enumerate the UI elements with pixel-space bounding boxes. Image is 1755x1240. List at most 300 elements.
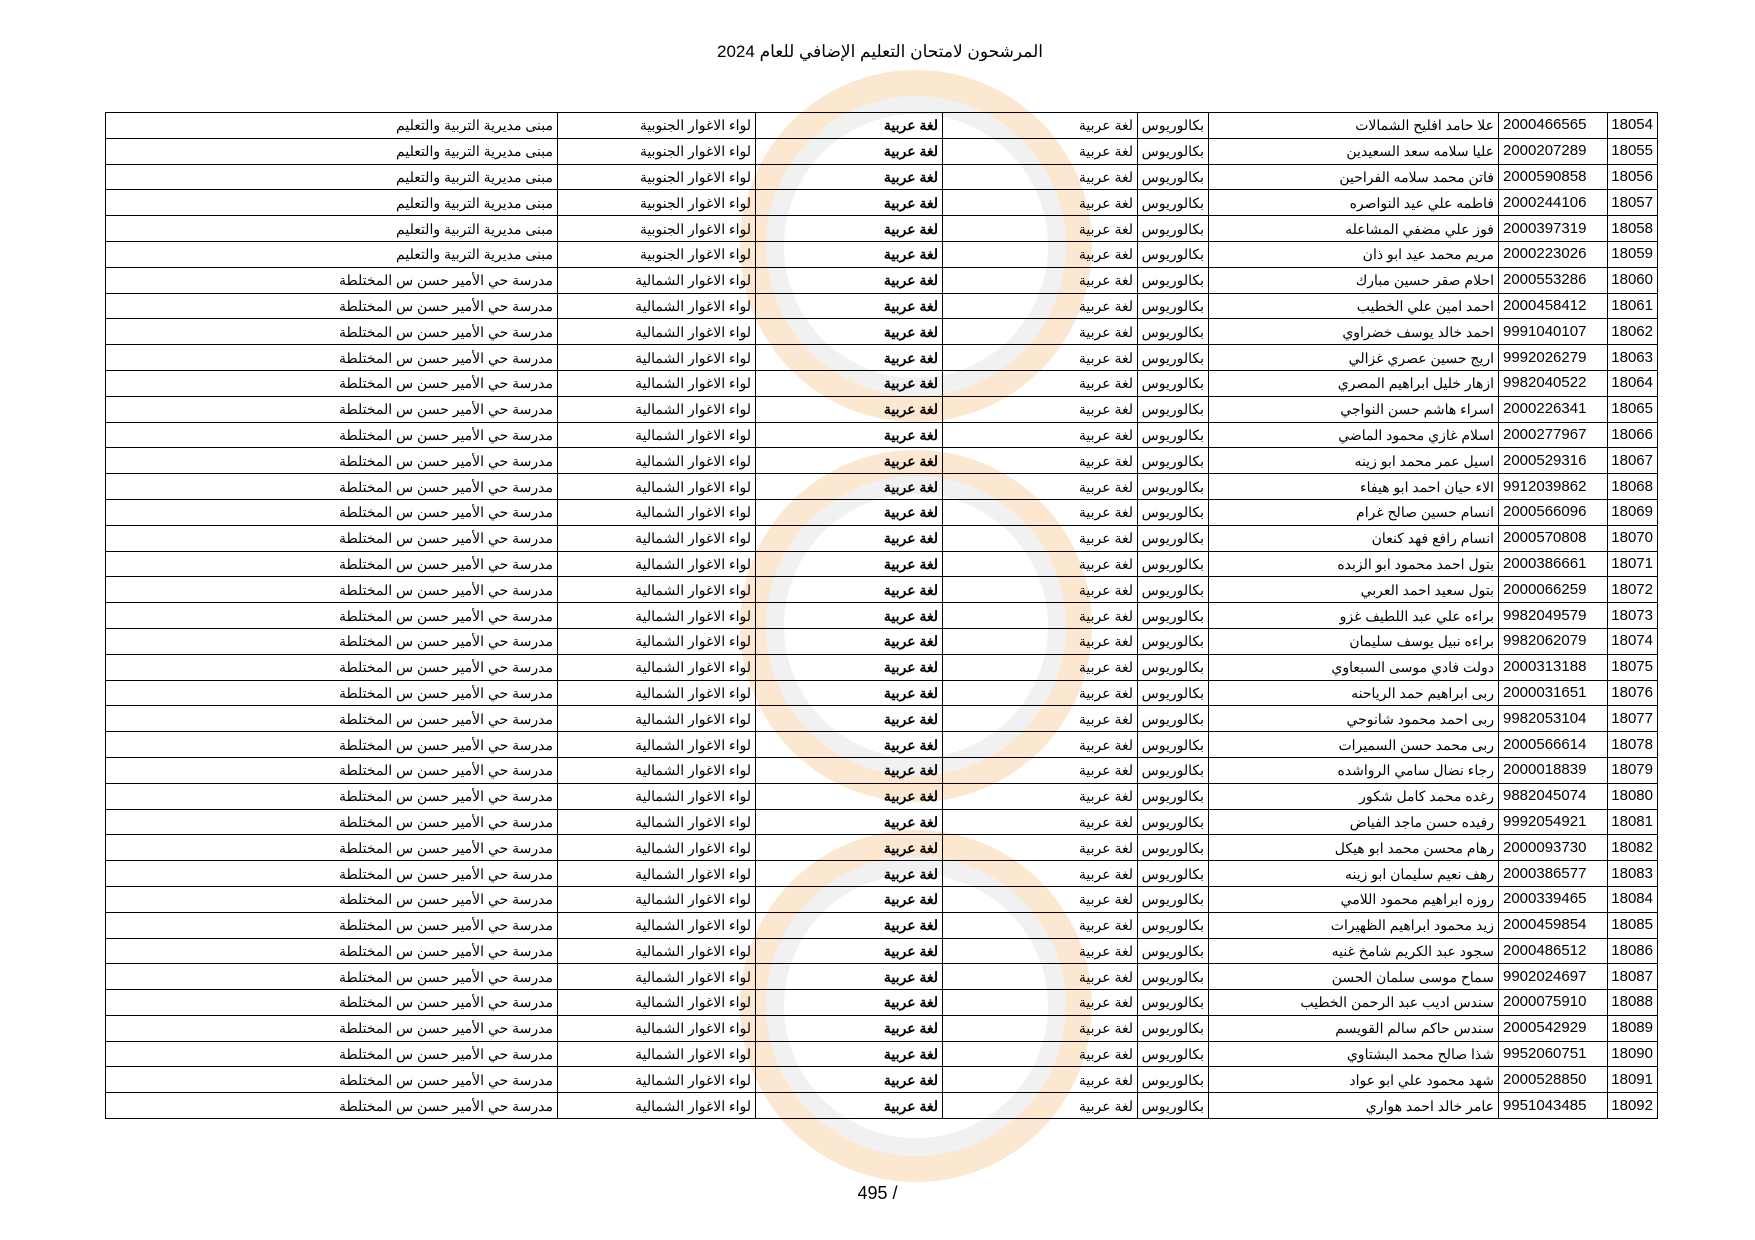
cell-national-id: 9882045074 (1499, 783, 1608, 809)
cell-national-id: 2000459854 (1499, 912, 1608, 938)
cell-district: لواء الاغوار الشمالية (558, 654, 756, 680)
cell-degree: بكالوريوس (1138, 964, 1209, 990)
cell-subject: لغة عربية (756, 241, 943, 267)
cell-subject: لغة عربية (756, 783, 943, 809)
cell-national-id: 9992054921 (1499, 809, 1608, 835)
cell-center: مدرسة حي الأمير حسن س المختلطة (106, 603, 558, 629)
table-row (106, 1015, 1658, 1041)
cell-specialization: لغة عربية (943, 809, 1138, 835)
cell-district: لواء الاغوار الشمالية (558, 680, 756, 706)
table-row (106, 345, 1658, 371)
table-row (106, 732, 1658, 758)
cell-subject: لغة عربية (756, 732, 943, 758)
cell-center: مدرسة حي الأمير حسن س المختلطة (106, 1015, 558, 1041)
table-row (106, 164, 1658, 190)
cell-degree: بكالوريوس (1138, 654, 1209, 680)
cell-seq: 18070 (1608, 525, 1658, 551)
cell-seq: 18066 (1608, 422, 1658, 448)
cell-specialization: لغة عربية (943, 835, 1138, 861)
cell-name: شهد محمود علي ابو عواد (1209, 1067, 1499, 1093)
table-row (106, 1041, 1658, 1067)
cell-name: رغده محمد كامل شكور (1209, 783, 1499, 809)
table-row (106, 293, 1658, 319)
cell-degree: بكالوريوس (1138, 886, 1209, 912)
cell-specialization: لغة عربية (943, 448, 1138, 474)
cell-specialization: لغة عربية (943, 216, 1138, 242)
cell-specialization: لغة عربية (943, 1093, 1138, 1119)
cell-name: عليا سلامه سعد السعيدين (1209, 138, 1499, 164)
cell-national-id: 2000397319 (1499, 216, 1608, 242)
cell-national-id: 2000590858 (1499, 164, 1608, 190)
cell-national-id: 2000207289 (1499, 138, 1608, 164)
cell-degree: بكالوريوس (1138, 319, 1209, 345)
cell-national-id: 2000528850 (1499, 1067, 1608, 1093)
cell-seq: 18085 (1608, 912, 1658, 938)
cell-name: علا حامد افليح الشمالات (1209, 113, 1499, 139)
cell-name: فاتن محمد سلامه الفراحين (1209, 164, 1499, 190)
cell-degree: بكالوريوس (1138, 448, 1209, 474)
cell-center: مدرسة حي الأمير حسن س المختلطة (106, 474, 558, 500)
cell-specialization: لغة عربية (943, 267, 1138, 293)
cell-center: مدرسة حي الأمير حسن س المختلطة (106, 1067, 558, 1093)
cell-specialization: لغة عربية (943, 938, 1138, 964)
cell-seq: 18069 (1608, 499, 1658, 525)
table-row (106, 886, 1658, 912)
table-row (106, 551, 1658, 577)
cell-national-id: 2000075910 (1499, 990, 1608, 1016)
cell-national-id: 9982049579 (1499, 603, 1608, 629)
cell-degree: بكالوريوس (1138, 757, 1209, 783)
cell-specialization: لغة عربية (943, 241, 1138, 267)
cell-degree: بكالوريوس (1138, 293, 1209, 319)
cell-center: مدرسة حي الأمير حسن س المختلطة (106, 732, 558, 758)
table-row (106, 241, 1658, 267)
cell-seq: 18055 (1608, 138, 1658, 164)
cell-center: مبنى مديرية التربية والتعليم (106, 138, 558, 164)
cell-national-id: 2000553286 (1499, 267, 1608, 293)
candidates-table (105, 112, 1658, 1119)
cell-subject: لغة عربية (756, 525, 943, 551)
cell-district: لواء الاغوار الجنوبية (558, 241, 756, 267)
cell-name: بتول احمد محمود ابو الزبده (1209, 551, 1499, 577)
cell-center: مبنى مديرية التربية والتعليم (106, 113, 558, 139)
cell-district: لواء الاغوار الشمالية (558, 319, 756, 345)
cell-degree: بكالوريوس (1138, 809, 1209, 835)
cell-name: الاء حيان احمد ابو هيفاء (1209, 474, 1499, 500)
cell-center: مدرسة حي الأمير حسن س المختلطة (106, 422, 558, 448)
cell-district: لواء الاغوار الشمالية (558, 912, 756, 938)
cell-center: مدرسة حي الأمير حسن س المختلطة (106, 783, 558, 809)
cell-national-id: 9992026279 (1499, 345, 1608, 371)
cell-center: مبنى مديرية التربية والتعليم (106, 164, 558, 190)
cell-subject: لغة عربية (756, 499, 943, 525)
cell-subject: لغة عربية (756, 551, 943, 577)
cell-national-id: 9952060751 (1499, 1041, 1608, 1067)
cell-district: لواء الاغوار الشمالية (558, 886, 756, 912)
cell-seq: 18059 (1608, 241, 1658, 267)
table-row (106, 861, 1658, 887)
cell-specialization: لغة عربية (943, 603, 1138, 629)
cell-seq: 18081 (1608, 809, 1658, 835)
cell-district: لواء الاغوار الشمالية (558, 1041, 756, 1067)
cell-specialization: لغة عربية (943, 345, 1138, 371)
cell-seq: 18086 (1608, 938, 1658, 964)
cell-national-id: 2000226341 (1499, 396, 1608, 422)
cell-national-id: 2000566096 (1499, 499, 1608, 525)
cell-center: مدرسة حي الأمير حسن س المختلطة (106, 319, 558, 345)
cell-center: مدرسة حي الأمير حسن س المختلطة (106, 551, 558, 577)
cell-name: شذا صالح محمد البشتاوي (1209, 1041, 1499, 1067)
cell-subject: لغة عربية (756, 912, 943, 938)
cell-national-id: 2000386577 (1499, 861, 1608, 887)
cell-seq: 18083 (1608, 861, 1658, 887)
table-row (106, 267, 1658, 293)
cell-seq: 18073 (1608, 603, 1658, 629)
cell-degree: بكالوريوس (1138, 345, 1209, 371)
cell-name: احمد خالد يوسف خضراوي (1209, 319, 1499, 345)
cell-degree: بكالوريوس (1138, 835, 1209, 861)
cell-district: لواء الاغوار الشمالية (558, 577, 756, 603)
cell-name: عامر خالد احمد هواري (1209, 1093, 1499, 1119)
cell-district: لواء الاغوار الشمالية (558, 732, 756, 758)
cell-degree: بكالوريوس (1138, 628, 1209, 654)
table-row (106, 319, 1658, 345)
cell-name: ربى احمد محمود شانوحي (1209, 706, 1499, 732)
cell-subject: لغة عربية (756, 448, 943, 474)
cell-name: فاطمه علي عيد النواصره (1209, 190, 1499, 216)
table-row (106, 990, 1658, 1016)
table-row (106, 654, 1658, 680)
cell-seq: 18062 (1608, 319, 1658, 345)
cell-seq: 18088 (1608, 990, 1658, 1016)
cell-degree: بكالوريوس (1138, 551, 1209, 577)
cell-degree: بكالوريوس (1138, 138, 1209, 164)
cell-center: مدرسة حي الأمير حسن س المختلطة (106, 448, 558, 474)
table-row (106, 448, 1658, 474)
cell-name: ازهار خليل ابراهيم المصري (1209, 370, 1499, 396)
cell-national-id: 2000018839 (1499, 757, 1608, 783)
cell-subject: لغة عربية (756, 706, 943, 732)
cell-district: لواء الاغوار الجنوبية (558, 138, 756, 164)
cell-seq: 18054 (1608, 113, 1658, 139)
cell-seq: 18074 (1608, 628, 1658, 654)
cell-degree: بكالوريوس (1138, 783, 1209, 809)
cell-name: اسلام غازي محمود الماضي (1209, 422, 1499, 448)
cell-center: مدرسة حي الأمير حسن س المختلطة (106, 654, 558, 680)
cell-degree: بكالوريوس (1138, 861, 1209, 887)
cell-subject: لغة عربية (756, 577, 943, 603)
cell-specialization: لغة عربية (943, 886, 1138, 912)
cell-degree: بكالوريوس (1138, 396, 1209, 422)
cell-specialization: لغة عربية (943, 164, 1138, 190)
cell-subject: لغة عربية (756, 680, 943, 706)
cell-center: مدرسة حي الأمير حسن س المختلطة (106, 757, 558, 783)
cell-seq: 18056 (1608, 164, 1658, 190)
cell-national-id: 2000486512 (1499, 938, 1608, 964)
cell-center: مدرسة حي الأمير حسن س المختلطة (106, 680, 558, 706)
cell-specialization: لغة عربية (943, 396, 1138, 422)
cell-name: روزه ابراهيم محمود اللامي (1209, 886, 1499, 912)
cell-seq: 18079 (1608, 757, 1658, 783)
table-row (106, 396, 1658, 422)
cell-degree: بكالوريوس (1138, 1041, 1209, 1067)
cell-specialization: لغة عربية (943, 525, 1138, 551)
cell-specialization: لغة عربية (943, 783, 1138, 809)
table-row (106, 113, 1658, 139)
cell-national-id: 2000066259 (1499, 577, 1608, 603)
cell-national-id: 2000386661 (1499, 551, 1608, 577)
cell-district: لواء الاغوار الجنوبية (558, 216, 756, 242)
cell-name: اسيل عمر محمد ابو زينه (1209, 448, 1499, 474)
cell-degree: بكالوريوس (1138, 267, 1209, 293)
table-row (106, 809, 1658, 835)
cell-specialization: لغة عربية (943, 551, 1138, 577)
cell-subject: لغة عربية (756, 113, 943, 139)
cell-degree: بكالوريوس (1138, 938, 1209, 964)
cell-degree: بكالوريوس (1138, 499, 1209, 525)
cell-degree: بكالوريوس (1138, 190, 1209, 216)
table-row (106, 138, 1658, 164)
cell-center: مدرسة حي الأمير حسن س المختلطة (106, 809, 558, 835)
cell-seq: 18078 (1608, 732, 1658, 758)
cell-specialization: لغة عربية (943, 990, 1138, 1016)
cell-seq: 18064 (1608, 370, 1658, 396)
cell-district: لواء الاغوار الشمالية (558, 1015, 756, 1041)
cell-center: مدرسة حي الأمير حسن س المختلطة (106, 938, 558, 964)
cell-specialization: لغة عربية (943, 964, 1138, 990)
cell-center: مدرسة حي الأمير حسن س المختلطة (106, 293, 558, 319)
cell-national-id: 2000529316 (1499, 448, 1608, 474)
cell-subject: لغة عربية (756, 1041, 943, 1067)
cell-center: مدرسة حي الأمير حسن س المختلطة (106, 1093, 558, 1119)
cell-specialization: لغة عربية (943, 628, 1138, 654)
cell-name: دولت فادي موسى السبعاوي (1209, 654, 1499, 680)
cell-name: سجود عبد الكريم شامخ غنيه (1209, 938, 1499, 964)
cell-seq: 18061 (1608, 293, 1658, 319)
cell-seq: 18092 (1608, 1093, 1658, 1119)
cell-national-id: 2000570808 (1499, 525, 1608, 551)
cell-degree: بكالوريوس (1138, 113, 1209, 139)
cell-seq: 18065 (1608, 396, 1658, 422)
cell-district: لواء الاغوار الشمالية (558, 345, 756, 371)
cell-seq: 18063 (1608, 345, 1658, 371)
cell-seq: 18082 (1608, 835, 1658, 861)
cell-subject: لغة عربية (756, 474, 943, 500)
cell-district: لواء الاغوار الجنوبية (558, 190, 756, 216)
cell-district: لواء الاغوار الشمالية (558, 628, 756, 654)
cell-center: مدرسة حي الأمير حسن س المختلطة (106, 499, 558, 525)
cell-district: لواء الاغوار الشمالية (558, 293, 756, 319)
cell-center: مبنى مديرية التربية والتعليم (106, 241, 558, 267)
cell-national-id: 2000031651 (1499, 680, 1608, 706)
cell-degree: بكالوريوس (1138, 577, 1209, 603)
cell-district: لواء الاغوار الشمالية (558, 525, 756, 551)
cell-subject: لغة عربية (756, 835, 943, 861)
cell-subject: لغة عربية (756, 886, 943, 912)
cell-center: مدرسة حي الأمير حسن س المختلطة (106, 628, 558, 654)
cell-district: لواء الاغوار الشمالية (558, 835, 756, 861)
cell-center: مدرسة حي الأمير حسن س المختلطة (106, 525, 558, 551)
cell-subject: لغة عربية (756, 1015, 943, 1041)
table-row (106, 370, 1658, 396)
cell-subject: لغة عربية (756, 164, 943, 190)
cell-national-id: 9991040107 (1499, 319, 1608, 345)
cell-subject: لغة عربية (756, 138, 943, 164)
cell-name: ربى محمد حسن السميرات (1209, 732, 1499, 758)
cell-degree: بكالوريوس (1138, 1067, 1209, 1093)
cell-name: سندس اديب عبد الرحمن الخطيب (1209, 990, 1499, 1016)
cell-specialization: لغة عربية (943, 474, 1138, 500)
table-row (106, 680, 1658, 706)
cell-seq: 18072 (1608, 577, 1658, 603)
cell-subject: لغة عربية (756, 319, 943, 345)
table-row (106, 1067, 1658, 1093)
cell-subject: لغة عربية (756, 809, 943, 835)
cell-center: مدرسة حي الأمير حسن س المختلطة (106, 370, 558, 396)
cell-national-id: 2000244106 (1499, 190, 1608, 216)
cell-district: لواء الاغوار الشمالية (558, 809, 756, 835)
cell-seq: 18075 (1608, 654, 1658, 680)
cell-specialization: لغة عربية (943, 1067, 1138, 1093)
table-row (106, 603, 1658, 629)
cell-degree: بكالوريوس (1138, 680, 1209, 706)
cell-district: لواء الاغوار الشمالية (558, 396, 756, 422)
cell-district: لواء الاغوار الشمالية (558, 603, 756, 629)
cell-district: لواء الاغوار الشمالية (558, 964, 756, 990)
cell-subject: لغة عربية (756, 990, 943, 1016)
cell-name: انسام حسين صالح غرام (1209, 499, 1499, 525)
cell-specialization: لغة عربية (943, 654, 1138, 680)
table-row (106, 216, 1658, 242)
cell-degree: بكالوريوس (1138, 164, 1209, 190)
table-row (106, 190, 1658, 216)
cell-specialization: لغة عربية (943, 499, 1138, 525)
table-row (106, 912, 1658, 938)
cell-district: لواء الاغوار الشمالية (558, 267, 756, 293)
cell-name: انسام رافع فهد كنعان (1209, 525, 1499, 551)
cell-name: براءه نبيل يوسف سليمان (1209, 628, 1499, 654)
cell-specialization: لغة عربية (943, 293, 1138, 319)
cell-district: لواء الاغوار الشمالية (558, 499, 756, 525)
cell-subject: لغة عربية (756, 861, 943, 887)
cell-degree: بكالوريوس (1138, 1093, 1209, 1119)
cell-subject: لغة عربية (756, 190, 943, 216)
cell-seq: 18089 (1608, 1015, 1658, 1041)
cell-national-id: 9982053104 (1499, 706, 1608, 732)
cell-center: مدرسة حي الأمير حسن س المختلطة (106, 267, 558, 293)
cell-subject: لغة عربية (756, 938, 943, 964)
cell-national-id: 2000093730 (1499, 835, 1608, 861)
cell-specialization: لغة عربية (943, 912, 1138, 938)
cell-seq: 18090 (1608, 1041, 1658, 1067)
page-title: المرشحون لامتحان التعليم الإضافي للعام 2024 (717, 42, 1043, 61)
table-row (106, 835, 1658, 861)
cell-degree: بكالوريوس (1138, 912, 1209, 938)
cell-seq: 18087 (1608, 964, 1658, 990)
table-row (106, 499, 1658, 525)
cell-seq: 18077 (1608, 706, 1658, 732)
cell-subject: لغة عربية (756, 628, 943, 654)
cell-district: لواء الاغوار الشمالية (558, 706, 756, 732)
cell-district: لواء الاغوار الشمالية (558, 783, 756, 809)
cell-subject: لغة عربية (756, 1093, 943, 1119)
table-row (106, 1093, 1658, 1119)
cell-district: لواء الاغوار الجنوبية (558, 164, 756, 190)
cell-district: لواء الاغوار الشمالية (558, 757, 756, 783)
cell-subject: لغة عربية (756, 422, 943, 448)
cell-national-id: 9951043485 (1499, 1093, 1608, 1119)
cell-seq: 18067 (1608, 448, 1658, 474)
cell-subject: لغة عربية (756, 216, 943, 242)
cell-specialization: لغة عربية (943, 190, 1138, 216)
cell-name: مريم محمد عيد ابو ذان (1209, 241, 1499, 267)
cell-subject: لغة عربية (756, 757, 943, 783)
cell-specialization: لغة عربية (943, 319, 1138, 345)
cell-degree: بكالوريوس (1138, 474, 1209, 500)
cell-national-id: 2000566614 (1499, 732, 1608, 758)
cell-seq: 18076 (1608, 680, 1658, 706)
cell-name: فوز علي مضفي المشاعله (1209, 216, 1499, 242)
table-row (106, 422, 1658, 448)
cell-degree: بكالوريوس (1138, 241, 1209, 267)
cell-district: لواء الاغوار الشمالية (558, 1093, 756, 1119)
cell-specialization: لغة عربية (943, 138, 1138, 164)
cell-degree: بكالوريوس (1138, 603, 1209, 629)
cell-degree: بكالوريوس (1138, 1015, 1209, 1041)
cell-degree: بكالوريوس (1138, 990, 1209, 1016)
cell-specialization: لغة عربية (943, 680, 1138, 706)
cell-national-id: 9902024697 (1499, 964, 1608, 990)
cell-national-id: 2000458412 (1499, 293, 1608, 319)
cell-district: لواء الاغوار الشمالية (558, 938, 756, 964)
cell-specialization: لغة عربية (943, 1015, 1138, 1041)
cell-specialization: لغة عربية (943, 577, 1138, 603)
table-row (106, 628, 1658, 654)
cell-national-id: 2000223026 (1499, 241, 1608, 267)
table-row (106, 938, 1658, 964)
cell-district: لواء الاغوار الشمالية (558, 551, 756, 577)
cell-specialization: لغة عربية (943, 732, 1138, 758)
table-row (106, 783, 1658, 809)
table-row (106, 577, 1658, 603)
page-number: 495 / (857, 1183, 898, 1203)
cell-district: لواء الاغوار الشمالية (558, 1067, 756, 1093)
cell-name: بتول سعيد احمد العربي (1209, 577, 1499, 603)
cell-name: سماح موسى سلمان الحسن (1209, 964, 1499, 990)
cell-center: مدرسة حي الأمير حسن س المختلطة (106, 577, 558, 603)
cell-center: مدرسة حي الأمير حسن س المختلطة (106, 886, 558, 912)
cell-center: مدرسة حي الأمير حسن س المختلطة (106, 1041, 558, 1067)
cell-national-id: 9982062079 (1499, 628, 1608, 654)
cell-specialization: لغة عربية (943, 757, 1138, 783)
cell-center: مبنى مديرية التربية والتعليم (106, 216, 558, 242)
cell-subject: لغة عربية (756, 654, 943, 680)
cell-name: احمد امين علي الخطيب (1209, 293, 1499, 319)
cell-center: مبنى مديرية التربية والتعليم (106, 190, 558, 216)
cell-center: مدرسة حي الأمير حسن س المختلطة (106, 706, 558, 732)
cell-name: اسراء هاشم حسن النواجي (1209, 396, 1499, 422)
cell-district: لواء الاغوار الشمالية (558, 861, 756, 887)
cell-name: اريج حسين عصري غزالي (1209, 345, 1499, 371)
cell-national-id: 2000339465 (1499, 886, 1608, 912)
cell-national-id: 2000466565 (1499, 113, 1608, 139)
table-row (106, 964, 1658, 990)
cell-seq: 18060 (1608, 267, 1658, 293)
cell-specialization: لغة عربية (943, 1041, 1138, 1067)
cell-district: لواء الاغوار الشمالية (558, 370, 756, 396)
cell-national-id: 2000542929 (1499, 1015, 1608, 1041)
cell-degree: بكالوريوس (1138, 706, 1209, 732)
